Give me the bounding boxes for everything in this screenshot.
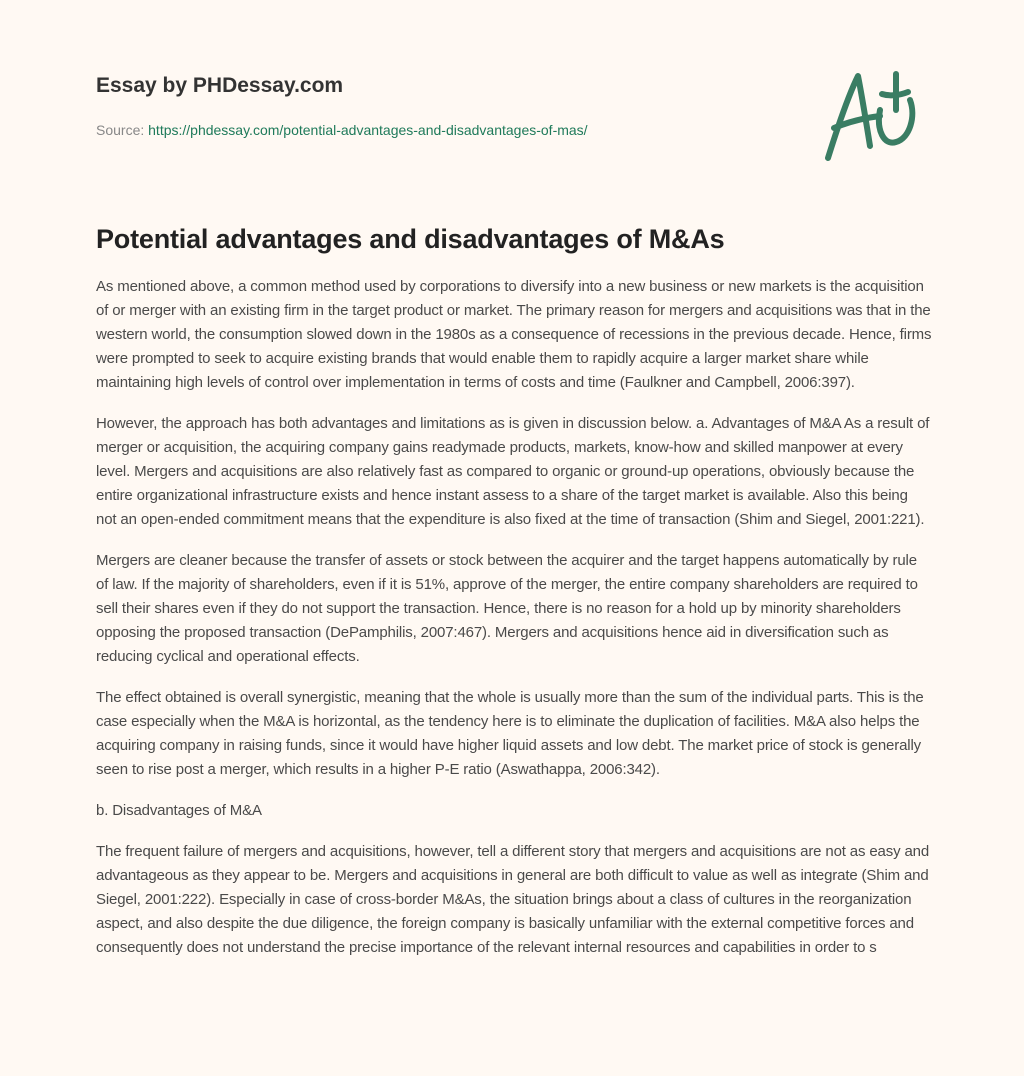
source-label: Source: <box>96 122 145 138</box>
brand-title: Essay by PHDessay.com <box>96 74 344 97</box>
article <box>96 224 932 977</box>
article-title: Potential advantages and disadvantages of M&As <box>96 224 725 254</box>
essay-header <box>96 74 588 138</box>
a-plus-logo-icon <box>820 66 930 166</box>
paragraph-3: Mergers are cleaner because the transfer of assets or stock between the acquirer and the target happens automatically by rule of law. If the majority of shareholders, even if it is 51%, approve of the merger, the entire company shareholders are required to sell their shares even if they do not support the transaction. Hence, there is no reason for a hold up by minority shareholders opposing the proposed transaction (DePamphilis, 2007:467). Mergers and acquisitions hence aid in diversification such as reducing cyclical and operational effects. <box>96 552 918 665</box>
section-heading-disadvantages: b. Disadvantages of M&A <box>96 802 262 819</box>
paragraph-4: The effect obtained is overall synergistic, meaning that the whole is usually more than the sum of the individual parts. This is the case especially when the M&A is horizontal, as the tendency here is to eliminate the duplication of facilities. M&A also helps the acquiring company in raising funds, since it would have higher liquid assets and low debt. The market price of stock is generally seen to rise post a merger, which results in a higher P-E ratio (Aswathappa, 2006:342). <box>96 689 924 778</box>
paragraph-1: As mentioned above, a common method used by corporations to diversify into a new business or new markets is the acquisition of or merger with an existing firm in the target product or market. The primary reason for mergers and acquisitions was that in the western world, the consumption slowed down in the 1980s as a consequence of recessions in the previous decade. Hence, firms were prompted to seek to acquire existing brands that would enable them to rapidly acquire a larger market share while maintaining high levels of control over implementation in terms of costs and time (Faulkner and Campbell, 2006:397). <box>96 278 932 391</box>
source-link[interactable]: https://phdessay.com/potential-advantages-and-disadvantages-of-mas/ <box>148 122 588 138</box>
source-line <box>96 122 588 138</box>
paragraph-6: The frequent failure of mergers and acquisitions, however, tell a different story that mergers and acquisitions are not as easy and advantageous as they appear to be. Mergers and acquisitions in general are both difficult to value as well as integrate (Shim and Siegel, 2001:222). Especially in case of cross-border M&As, the situation brings about a class of cultures in the reorganization aspect, and also despite the due diligence, the foreign company is basically unfamiliar with the external competitive forces and consequently does not understand the precise importance of the relevant internal resources and capabilities in order to s <box>96 843 930 956</box>
paragraph-2: However, the approach has both advantages and limitations as is given in discussion below. a. Advantages of M&A As a result of merger or acquisition, the acquiring company gains readymade products, markets, know-how and skilled manpower at every level. Mergers and acquisitions are also relatively fast as compared to organic or ground-up operations, obviously because the entire organizational infrastructure exists and hence instant assess to a share of the target market is available. Also this being not an open-ended commitment means that the expenditure is also fixed at the time of transaction (Shim and Siegel, 2001:221). <box>96 415 930 528</box>
